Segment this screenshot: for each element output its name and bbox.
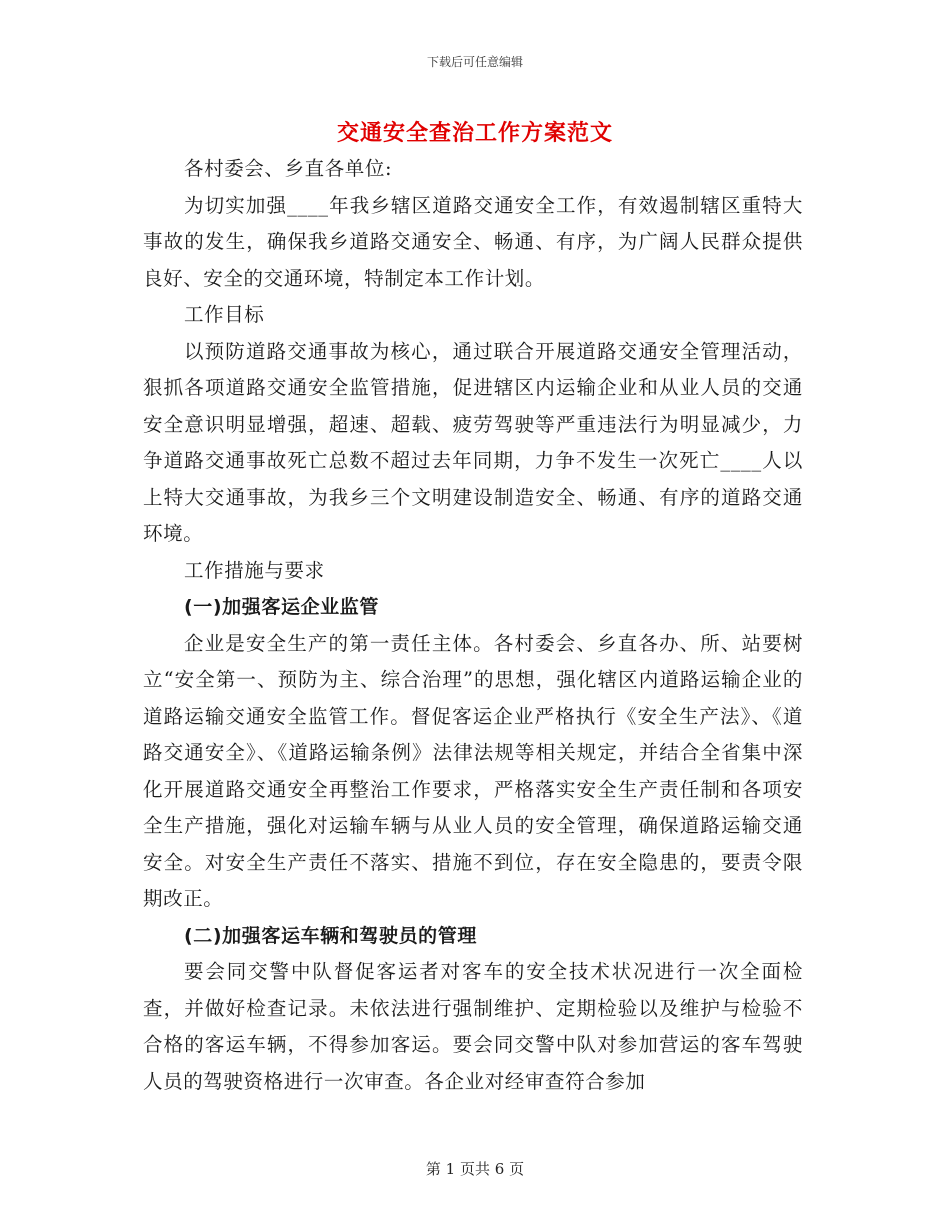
subheading-enterprise-supervision: (一)加强客运企业监管 xyxy=(184,596,379,618)
intro-paragraph: 为切实加强____年我乡辖区道路交通安全工作，有效遏制辖区重特大事故的发生，确保我乡道路交通安全、畅通、有序，为广阔人民群众提供良好、安全的交通环境，特制定本工作计划。 xyxy=(143,193,803,290)
document-body xyxy=(143,151,803,1100)
document-title: 交通安全查治工作方案范文 xyxy=(336,121,613,146)
enterprise-supervision-paragraph: 企业是安全生产的第一责任主体。各村委会、乡直各办、所、站要树立“安全第一、预防为主、综合治理”的思想，强化辖区内道路运输企业的道路运输交通安全监管工作。督促客运企业严格执行《安全生产法》、《道路交通安全》、《道路运输条例》法律法规等相关规定，并结合全省集中深化开展道路交通安全再整治工作要求，严格落实安全生产责任制和各项安全生产措施，强化对运输车辆与从业人员的安全管理，确保道路运输交通安全。对安全生产责任不落实、措施不到位，存在安全隐患的，要责令限期改正。 xyxy=(143,631,803,910)
vehicle-driver-paragraph: 要会同交警中队督促客运者对客车的安全技术状况进行一次全面检查，并做好检查记录。未依法进行强制维护、定期检验以及维护与检验不合格的客运车辆，不得参加客运。要会同交警中队对参加营运的客车驾驶人员的驾驶资格进行一次审查。各企业对经审查符合参加 xyxy=(143,960,803,1093)
salutation: 各村委会、乡直各单位: xyxy=(184,157,393,180)
section-heading-goals: 工作目标 xyxy=(184,303,265,326)
subheading-vehicle-driver-management: (二)加强客运车辆和驾驶员的管理 xyxy=(184,924,477,947)
goals-paragraph: 以预防道路交通事故为核心，通过联合开展道路交通安全管理活动，狠抓各项道路交通安全监管措施，促进辖区内运输企业和从业人员的交通安全意识明显增强，超速、超载、疲劳驾驶等严重违法行为明显减少，力争道路交通事故死亡总数不超过去年同期，力争不发生一次死亡____人以上特大交通事故，为我乡三个文明建设制造安全、畅通、有序的道路交通环境。 xyxy=(143,339,803,545)
header-note: 下载后可任意编辑 xyxy=(426,55,523,69)
section-heading-measures: 工作措施与要求 xyxy=(184,558,325,582)
page-number: 第 1 页共 6 页 xyxy=(425,1160,525,1178)
